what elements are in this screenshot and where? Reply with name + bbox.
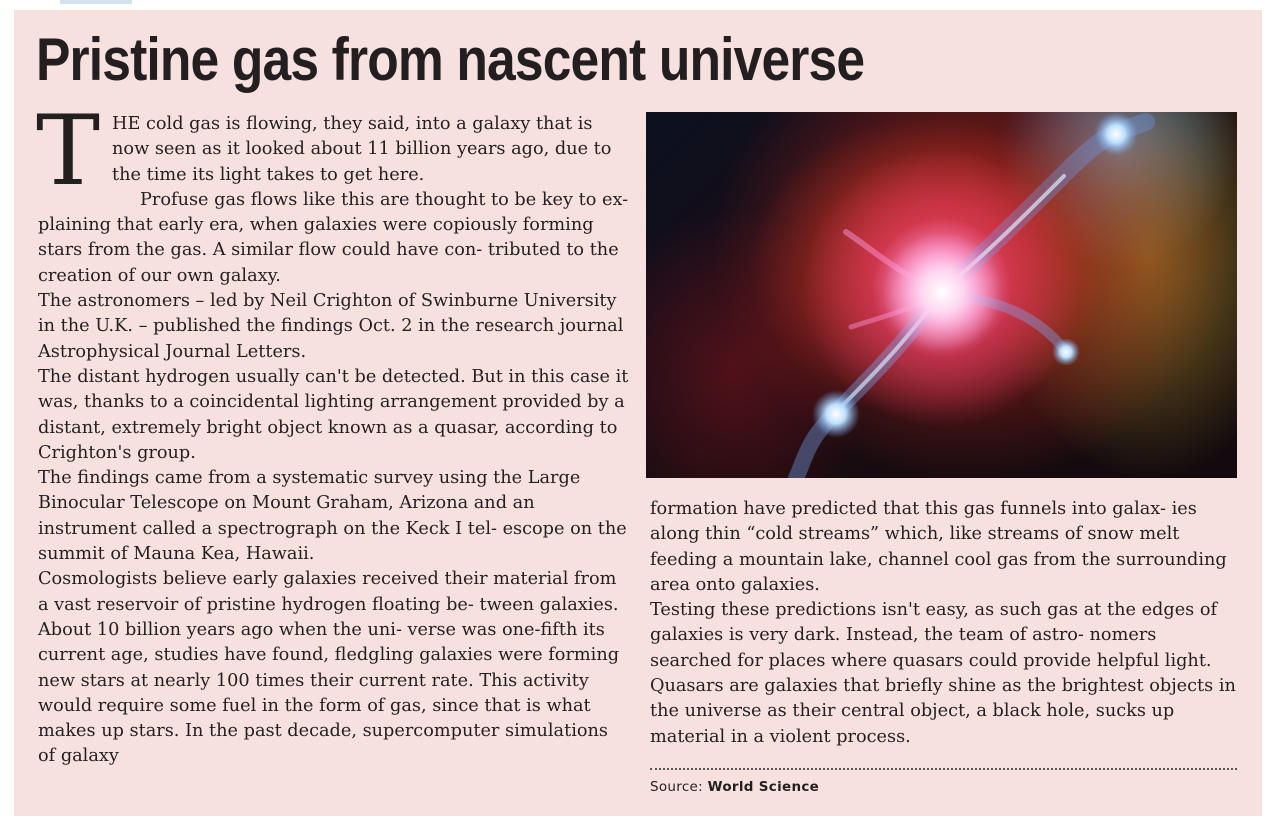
top-tab-marker: [60, 0, 132, 4]
source-name: World Science: [707, 779, 820, 795]
lead-text: HE cold gas is flowing, they said, into a galaxy that is now seen as it looked about 11 billion years ago, due to the time its light takes to get here.: [112, 114, 612, 185]
body-paragraph: The findings came from a systematic survey using the Large Binocular Telescope on Mount Graham, Arizona and an instrument called a spectrograph on the Keck I tel- escope on the summit of Mauna Kea, Hawaii.: [38, 468, 627, 565]
dotted-divider: [650, 768, 1237, 770]
source-credit: [650, 779, 819, 795]
galaxy-streams-graphic: [646, 112, 1237, 478]
lead-paragraph: [36, 95, 630, 207]
galaxy-illustration: [646, 112, 1237, 478]
body-paragraph: Cosmologists believe early galaxies received their material from a vast reservoir of pristine hydrogen floating be- tween galaxies. About 10 billion years ago when the uni- verse was one-fifth its current age, studies have found, fledgling galaxies were forming new stars at nearly 100 times their current rate. This activity would require some fuel in the form of gas, since that is what makes up stars. In the past decade, supercomputer simulations of galaxy: [38, 569, 620, 767]
body-paragraph: Profuse gas flows like this are thought to be key to ex- plaining that early era, when galaxies were copiously forming stars from the gas. A similar flow could have con- tributed to the creation of our own galaxy.: [38, 189, 629, 286]
body-paragraph: formation have predicted that this gas funnels into galax- ies along thin “cold streams” which, like streams of snow melt feeding a mountain lake, channel cool gas from the surrounding area onto galaxies.: [650, 499, 1227, 595]
body-paragraph: The astronomers – led by Neil Crighton of Swinburne University in the U.K. – published the findings Oct. 2 in the research journal Astrophysical Journal Letters.: [38, 291, 624, 362]
article-right-column: [650, 497, 1240, 750]
source-label: Source:: [650, 779, 704, 795]
body-paragraph: Testing these predictions isn't easy, as such gas at the edges of galaxies is very dark. Instead, the team of astro- nomers searched for places where quasars could provide helpful light. Quasars are galaxies that briefly shine as the brightest objects in the universe as their central object, a black hole, sucks up material in a violent process.: [650, 600, 1236, 747]
article-panel: [14, 10, 1262, 816]
body-paragraph: The distant hydrogen usually can't be detected. But in this case it was, thanks to a coincidental lighting arrangement provided by a distant, extremely bright object known as a quasar, according to Crighton's group.: [38, 366, 629, 463]
article-left-column: [36, 95, 630, 770]
headline: Pristine gas from nascent universe: [36, 26, 865, 93]
drop-cap: T: [36, 95, 101, 207]
